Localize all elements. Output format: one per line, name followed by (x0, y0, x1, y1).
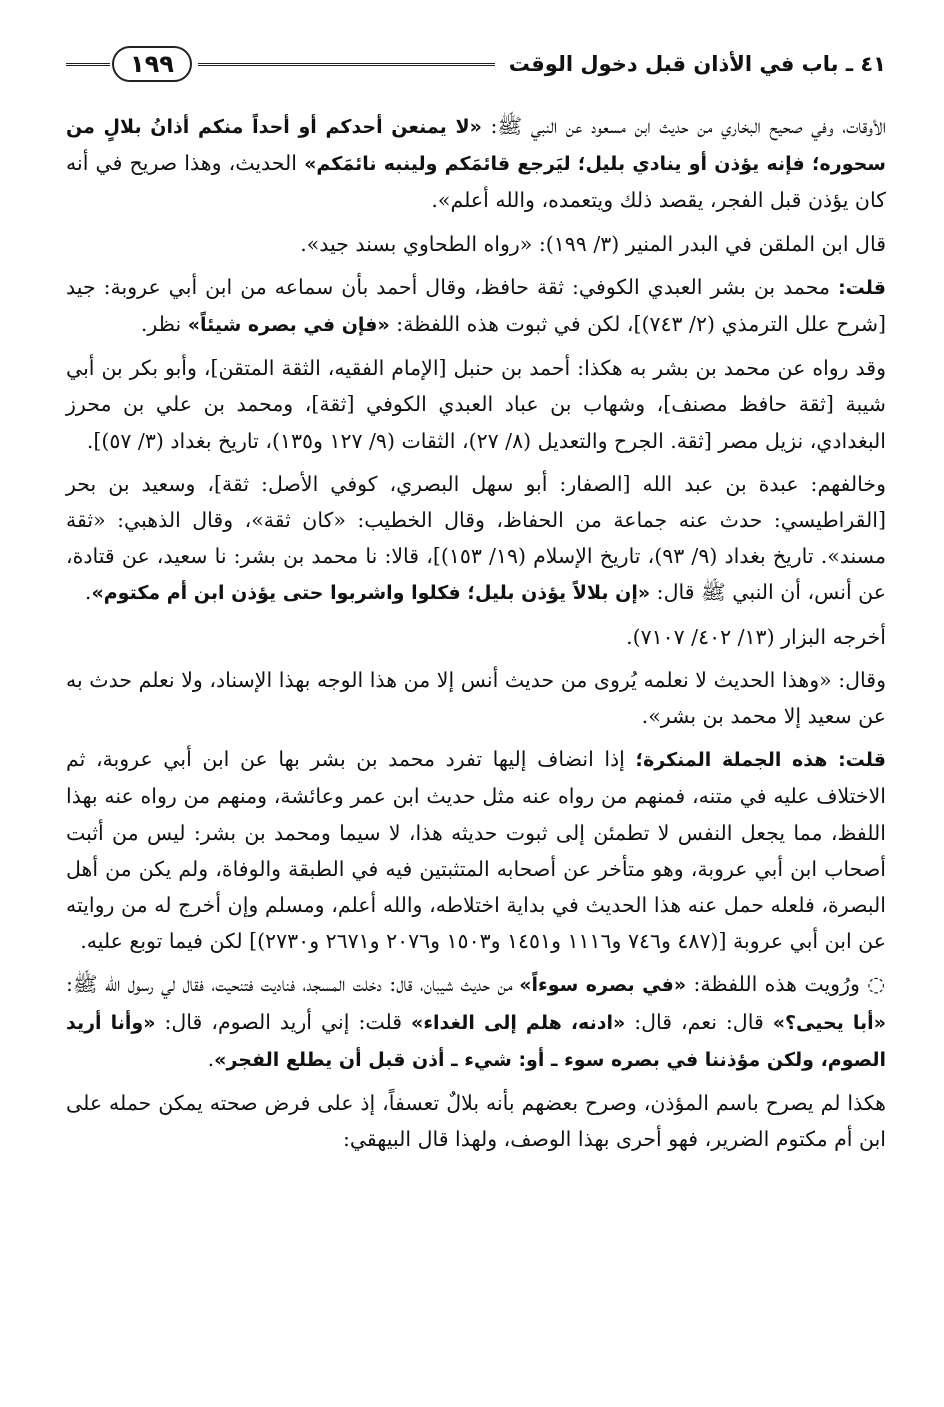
text-segment: . (207, 1046, 215, 1071)
text-segment: محمد بن بشر العبدي الكوفي: ثقة حافظ، وقال أحمد بأن سماعه من ابن أبي عروبة: جيد [شرح علل الترمذي (٢/ ٧٤٣)]، لكن في ثبوت هذه اللفظة: (66, 274, 886, 337)
bold-text-segment: «إن بلالاً يؤذن بليل؛ فكلوا واشربوا حتى يؤذن ابن أم مكتوم» (91, 582, 651, 605)
bold-text-segment: قلت: (829, 276, 886, 299)
paragraph (66, 269, 886, 343)
text-segment: . (84, 580, 92, 605)
bold-text-segment: «لا يمنعن أحدكم أو أحداً منكم أذانُ بلالٍ من سحوره؛ فإنه يؤذن أو ينادي بليل؛ ليَرجع قائمَكم ولينبه نائمَكم» (66, 116, 886, 176)
bold-text-segment: «أبا يحيى؟» (772, 1011, 886, 1034)
text-segment: نظر. (140, 312, 188, 337)
paragraph (66, 350, 886, 459)
text-segment: قال: نعم، قال: (625, 1009, 773, 1034)
paragraph (66, 619, 886, 655)
text-segment: أخرجه البزار (١٣/ ٤٠٢/ ٧١٠٧). (626, 624, 886, 649)
text-segment: ◌ ورُويت هذه اللفظة: (686, 972, 886, 997)
paragraph (66, 226, 886, 262)
text-segment: قلت: إني أريد الصوم، قال: (155, 1009, 412, 1034)
text-segment: إذا انضاف إليها تفرد محمد بن بشر بها عن ابن أبي عروبة، ثم الاختلاف عليه في متنه، فمنهم من رواه عنه مثل حديث ابن عمر وعائشة، ومنهم من رواه عنه بهذا اللفظ، مما يجعل النفس لا تطمئن إلى ثبوت حديثه هذا، لا سيما ومحمد بن بشر: ليس من أثبت أصحاب ابن أبي عروبة، وهو متأخر عن أصحابه المتثبتين فيه في الطبقة والوفاة، ولم يكن من أهل البصرة، فلعله حمل عنه هذا الحديث في بداية اختلاطه، والله أعلم، ومسلم وإن أخرج له من روايته عن ابن أبي عروبة [(٤٨٧ و٧٤٦ و١١١٦ و١٤٥١ و١٥٠٣ و٢٠٧٦ و٢٦٧١ و٢٧٣٠)] لكن فيما توبع عليه. (66, 747, 886, 954)
text-segment: وخالفهم: عبدة بن عبد الله [الصفار: أبو سهل البصري، كوفي الأصل: ثقة]، وسعيد بن بحر [القراطيسي: حدث عنه جماعة من الحفاظ، وقال الخطيب: «كان ثقة»، وقال الذهبي: «ثقة مسند». تاريخ بغداد (٩/ ٩٣)، تاريخ الإسلام (١٩/ ١٥٣)]، قالا: نا محمد بن بشر: نا سعيد، عن قتادة، عن أنس، أن النبي ﷺ قال: (66, 471, 886, 605)
bold-text-segment: «ادنه، هلم إلى الغداء» (411, 1011, 626, 1034)
text-segment: الأوقات، وفي صحيح البخاري من حديث ابن مسعود عن النبي ﷺ: (481, 114, 886, 138)
page-number: ١٩٩ (112, 46, 192, 82)
paragraph (66, 466, 886, 612)
page-header (66, 34, 886, 94)
bold-text-segment: «فإن في بصره شيئاً» (187, 314, 390, 337)
paragraph (66, 741, 886, 959)
page-body (66, 108, 886, 1157)
header-rule (198, 63, 495, 66)
chapter-title: ٤١ ـ باب في الأذان قبل دخول الوقت (508, 52, 886, 76)
text-segment: وقال: «وهذا الحديث لا نعلمه يُروى من حديث أنس إلا من هذا الوجه بهذا الإسناد، ولا نعلم حدث به عن سعيد إلا محمد بن بشر». (66, 667, 886, 729)
text-segment: من حديث شيبان، قال: دخلت المسجد، فناديت فتنحيت، فقال لي رسول الله ﷺ: (66, 972, 520, 997)
paragraph (66, 1085, 886, 1157)
paragraph (66, 966, 886, 1078)
text-segment: قال ابن الملقن في البدر المنير (٣/ ١٩٩): «رواه الطحاوي بسند جيد». (300, 231, 886, 256)
text-segment: هكذا لم يصرح باسم المؤذن، وصرح بعضهم بأنه بلالٌ تعسفاً، إذ على فرض صحته يمكن حمله على ابن أم مكتوم الضرير، فهو أحرى بهذا الوصف، ولهذا قال البيهقي: (66, 1091, 886, 1152)
bold-text-segment: قلت: هذه الجملة المنكرة؛ (635, 749, 886, 772)
bold-text-segment: «في بصره سوءاً» (519, 974, 687, 997)
text-segment: وقد رواه عن محمد بن بشر به هكذا: أحمد بن حنبل [الإمام الفقيه، الثقة المتقن]، وأبو بكر بن أبي شيبة [ثقة حافظ مصنف]، وشهاب بن عباد العبدي الكوفي [ثقة]، ومحمد بن علي بن محرز البغدادي، نزيل مصر [ثقة. الجرح والتعديل (٨/ ٢٧)، الثقات (٩/ ١٢٧ و١٣٥)، تاريخ بغداد (٣/ ٥٧)]. (66, 356, 886, 453)
bold-text-segment: «وأنا أريد الصوم، ولكن مؤذننا في بصره سوء ـ أو: شيء ـ أذن قبل أن يطلع الفجر» (66, 1011, 886, 1071)
paragraph (66, 108, 886, 219)
header-rule-tail (66, 63, 110, 66)
paragraph (66, 662, 886, 734)
text-segment: الحديث، وهذا صريح في أنه كان يؤذن قبل الفجر، يقصد ذلك ويتعمده، والله أعلم». (66, 151, 886, 213)
